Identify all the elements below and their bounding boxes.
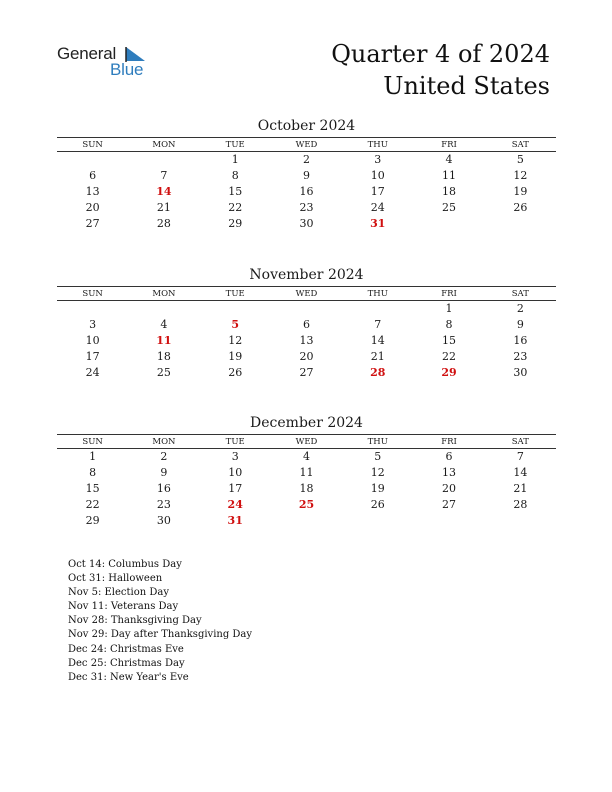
date-cell: 27 — [299, 366, 314, 379]
holiday-list-item: Oct 31: Halloween — [68, 573, 163, 585]
date-cell: 19 — [370, 482, 385, 495]
date-cell: 28 — [156, 217, 171, 230]
weekday-label: FRI — [441, 437, 457, 447]
date-cell: 12 — [513, 169, 528, 182]
weekday-label: SUN — [82, 289, 103, 299]
holiday-date-cell: 25 — [298, 498, 315, 511]
weekday-label: WED — [295, 289, 318, 299]
empty-cell — [342, 301, 413, 317]
date-cell: 26 — [370, 498, 385, 511]
holiday-date-cell: 29 — [441, 366, 457, 379]
weekday-label: WED — [295, 140, 318, 150]
date-cell: 7 — [374, 318, 382, 331]
empty-cell — [271, 301, 342, 317]
empty-cell — [57, 152, 128, 168]
date-cell: 8 — [89, 466, 97, 479]
weekday-label: FRI — [441, 289, 457, 299]
week-row — [57, 200, 556, 216]
logo — [57, 44, 157, 84]
week-row — [57, 301, 556, 317]
date-cell: 25 — [156, 366, 171, 379]
empty-cell — [485, 513, 556, 529]
page-title — [331, 38, 550, 102]
empty-cell — [200, 301, 271, 317]
week-row — [57, 333, 556, 349]
date-cell: 15 — [85, 482, 100, 495]
holiday-list-item: Nov 11: Veterans Day — [68, 601, 179, 613]
date-cell: 1 — [89, 450, 97, 463]
holiday-list — [68, 558, 252, 685]
date-cell: 4 — [302, 450, 310, 463]
date-cell: 18 — [156, 350, 171, 363]
date-cell: 3 — [89, 318, 97, 331]
date-cell: 30 — [156, 514, 171, 527]
empty-cell — [413, 216, 484, 232]
date-cell: 2 — [302, 153, 310, 166]
week-row — [57, 168, 556, 184]
weekday-label: TUE — [225, 437, 245, 447]
month-title: December 2024 — [250, 415, 363, 431]
date-cell: 22 — [442, 350, 457, 363]
weekday-label: MON — [152, 289, 176, 299]
date-cell: 23 — [513, 350, 528, 363]
empty-cell — [57, 301, 128, 317]
date-cell: 11 — [442, 169, 457, 182]
weekday-label: TUE — [225, 140, 245, 150]
date-cell: 16 — [513, 334, 528, 347]
holiday-list-item: Oct 14: Columbus Day — [68, 559, 182, 570]
empty-cell — [271, 513, 342, 529]
date-cell: 10 — [370, 169, 385, 182]
month-calendar — [57, 413, 556, 529]
holiday-list-item: Dec 25: Christmas Day — [68, 657, 185, 669]
weekday-label: THU — [367, 289, 388, 299]
date-cell: 9 — [160, 466, 168, 479]
weekday-header — [57, 137, 556, 152]
title-quarter: Quarter 4 of 2024 — [331, 40, 550, 68]
empty-cell — [413, 513, 484, 529]
title-country: United States — [383, 72, 550, 100]
weekday-label: SUN — [82, 140, 103, 150]
date-cell: 8 — [445, 318, 453, 331]
date-cell: 6 — [89, 169, 97, 182]
empty-cell — [128, 152, 199, 168]
date-cell: 22 — [228, 201, 243, 214]
holiday-list-item: Dec 24: Christmas Eve — [68, 643, 184, 655]
month-calendar — [57, 265, 556, 381]
date-cell: 19 — [513, 185, 528, 198]
weekday-label: FRI — [441, 140, 457, 150]
date-cell: 19 — [228, 350, 243, 363]
date-cell: 16 — [299, 185, 314, 198]
date-cell: 4 — [160, 318, 168, 331]
date-cell: 16 — [156, 482, 171, 495]
date-cell: 29 — [228, 217, 243, 230]
logo-text-blue: Blue — [110, 60, 144, 79]
date-cell: 25 — [442, 201, 457, 214]
date-cell: 3 — [231, 450, 239, 463]
date-cell: 21 — [513, 482, 528, 495]
date-cell: 29 — [85, 514, 100, 527]
date-cell: 1 — [445, 302, 453, 315]
holiday-list-item: Nov 29: Day after Thanksgiving Day — [68, 629, 253, 641]
date-cell: 17 — [228, 482, 243, 495]
week-row — [57, 216, 556, 232]
date-cell: 7 — [160, 169, 168, 182]
week-row — [57, 481, 556, 497]
date-cell: 21 — [370, 350, 385, 363]
date-cell: 13 — [299, 334, 314, 347]
week-row — [57, 349, 556, 365]
holiday-date-cell: 11 — [156, 334, 172, 347]
empty-cell — [128, 301, 199, 317]
date-cell: 23 — [299, 201, 314, 214]
date-cell: 10 — [85, 334, 100, 347]
date-cell: 14 — [370, 334, 385, 347]
weekday-header — [57, 434, 556, 449]
date-cell: 6 — [302, 318, 310, 331]
date-cell: 11 — [299, 466, 314, 479]
weekday-label: SAT — [511, 437, 529, 447]
date-cell: 27 — [442, 498, 457, 511]
date-cell: 9 — [302, 169, 310, 182]
date-cell: 2 — [160, 450, 168, 463]
date-cell: 26 — [228, 366, 243, 379]
date-cell: 5 — [516, 153, 524, 166]
empty-cell — [485, 216, 556, 232]
week-row — [57, 497, 556, 513]
date-cell: 12 — [228, 334, 243, 347]
date-cell: 24 — [370, 201, 385, 214]
date-cell: 5 — [374, 450, 382, 463]
date-cell: 7 — [516, 450, 524, 463]
weekday-label: THU — [367, 437, 388, 447]
week-row — [57, 152, 556, 168]
date-cell: 18 — [442, 185, 457, 198]
weekday-label: MON — [152, 437, 176, 447]
date-cell: 26 — [513, 201, 528, 214]
holiday-date-cell: 5 — [231, 318, 240, 331]
holiday-date-cell: 14 — [156, 185, 172, 198]
date-cell: 9 — [516, 318, 524, 331]
date-cell: 13 — [442, 466, 457, 479]
month-title: October 2024 — [257, 118, 356, 134]
holiday-date-cell: 24 — [227, 498, 243, 511]
date-cell: 30 — [513, 366, 528, 379]
holiday-list-item: Dec 31: New Year's Eve — [68, 671, 189, 683]
week-row — [57, 465, 556, 481]
holiday-date-cell: 31 — [370, 217, 386, 230]
date-cell: 18 — [299, 482, 314, 495]
date-cell: 28 — [513, 498, 528, 511]
date-cell: 3 — [374, 153, 382, 166]
week-row — [57, 317, 556, 333]
month-title: November 2024 — [249, 267, 364, 283]
weekday-label: WED — [295, 437, 318, 447]
date-cell: 8 — [231, 169, 239, 182]
date-cell: 15 — [442, 334, 457, 347]
week-row — [57, 365, 556, 381]
weekday-label: THU — [367, 140, 388, 150]
date-cell: 22 — [85, 498, 100, 511]
date-cell: 24 — [85, 366, 100, 379]
date-cell: 4 — [445, 153, 453, 166]
weekday-label: SAT — [511, 140, 529, 150]
date-cell: 15 — [228, 185, 243, 198]
week-row — [57, 449, 556, 465]
week-row — [57, 184, 556, 200]
holiday-date-cell: 31 — [227, 514, 243, 527]
date-cell: 30 — [299, 217, 314, 230]
weekday-label: TUE — [225, 289, 245, 299]
empty-cell — [342, 513, 413, 529]
holiday-list-item: Nov 5: Election Day — [68, 587, 170, 599]
date-cell: 2 — [516, 302, 524, 315]
date-cell: 17 — [85, 350, 100, 363]
date-cell: 14 — [513, 466, 528, 479]
weekday-label: MON — [152, 140, 176, 150]
date-cell: 20 — [442, 482, 457, 495]
weekday-label: SUN — [82, 437, 103, 447]
weekday-header — [57, 286, 556, 301]
date-cell: 20 — [299, 350, 314, 363]
week-row — [57, 513, 556, 529]
month-calendar — [57, 116, 556, 232]
date-cell: 17 — [370, 185, 385, 198]
holiday-date-cell: 28 — [370, 366, 386, 379]
date-cell: 12 — [370, 466, 385, 479]
date-cell: 6 — [445, 450, 453, 463]
date-cell: 20 — [85, 201, 100, 214]
date-cell: 21 — [156, 201, 171, 214]
date-cell: 27 — [85, 217, 100, 230]
date-cell: 23 — [156, 498, 171, 511]
date-cell: 1 — [231, 153, 239, 166]
date-cell: 10 — [228, 466, 243, 479]
logo-text-general: General — [57, 44, 117, 63]
weekday-label: SAT — [511, 289, 529, 299]
holiday-list-item: Nov 28: Thanksgiving Day — [68, 615, 202, 627]
date-cell: 13 — [85, 185, 100, 198]
